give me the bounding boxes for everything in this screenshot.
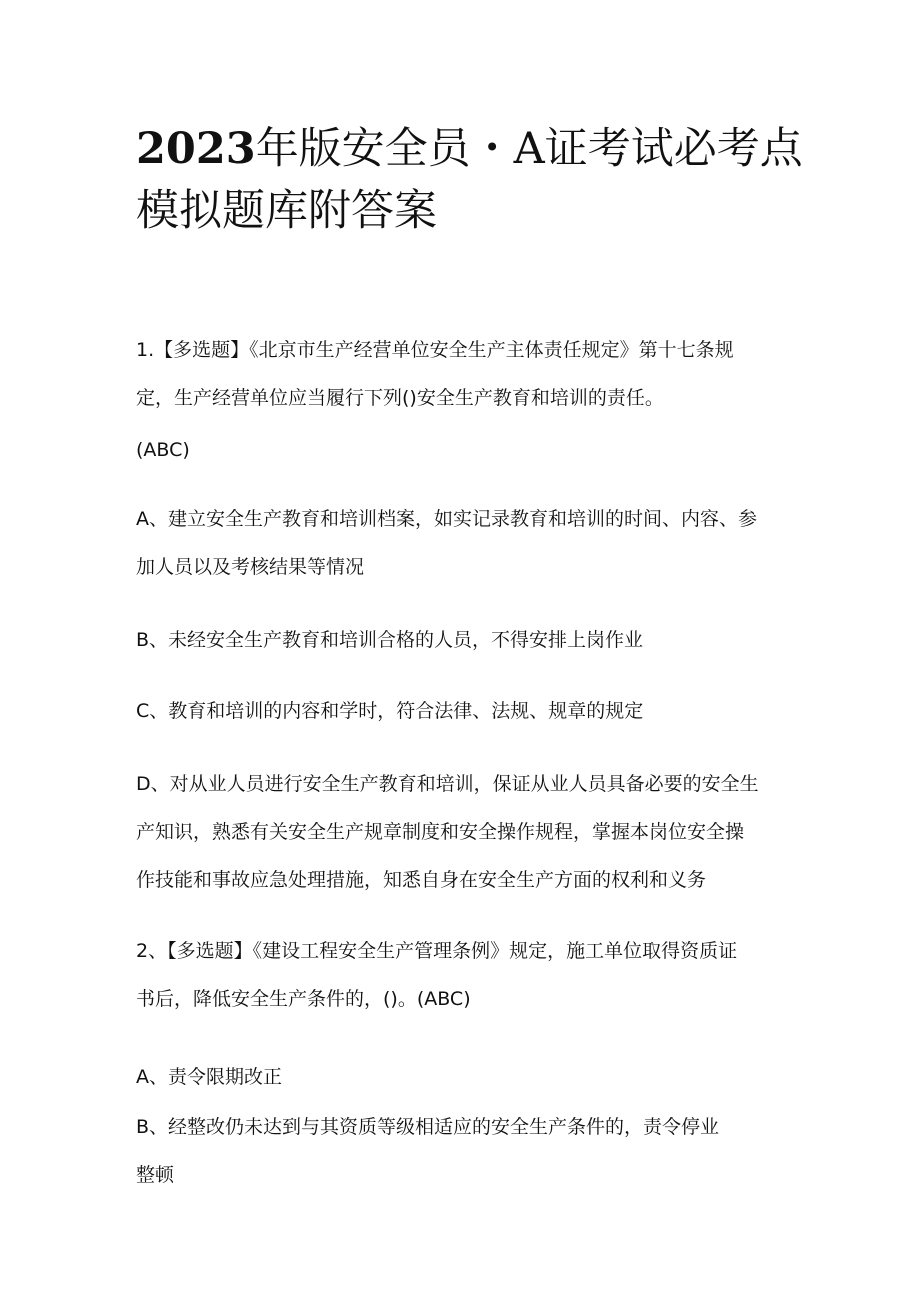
q2-option-b-line-2: 整顿 [136,1164,175,1186]
q1-option-c: C、教育和培训的内容和学时，符合法律、法规、规章的规定 [136,700,644,722]
q1-answer: (ABC) [136,439,190,461]
q2-stem-line-1: 2、【多选题】《建设工程安全生产管理条例》规定，施工单位取得资质证 [136,940,738,962]
q1-stem-line-2: 定，生产经营单位应当履行下列()安全生产教育和培训的责任。 [136,387,664,409]
title-line-2: 模拟题库附答案 [136,186,437,236]
q1-option-d-line-2: 产知识，熟悉有关安全生产规章制度和安全操作规程，掌握本岗位安全操 [136,821,745,843]
q1-option-d-line-3: 作技能和事故应急处理措施，知悉自身在安全生产方面的权利和义务 [136,869,707,891]
q1-stem-line-1: 1.【多选题】《北京市生产经营单位安全生产主体责任规定》第十七条规 [136,339,734,361]
document-title [136,118,816,242]
q1-option-d-line-1: D、对从业人员进行安全生产教育和培训，保证从业人员具备必要的安全生 [136,773,759,795]
q2-option-a: A、责令限期改正 [136,1066,282,1088]
q2-stem-line-2: 书后，降低安全生产条件的，()。(ABC) [136,988,471,1010]
title-line-1-text: 年版安全员・A证考试必考点 [255,124,803,174]
q1-option-b: B、未经安全生产教育和培训合格的人员，不得安排上岗作业 [136,629,644,651]
q1-option-a-line-2: 加人员以及考核结果等情况 [136,556,365,578]
q2-option-b-line-1: B、经整改仍未达到与其资质等级相适应的安全生产条件的，责令停业 [136,1116,720,1138]
title-line-1 [136,118,816,180]
q1-option-a-line-1: A、建立安全生产教育和培训档案，如实记录教育和培训的时间、内容、参 [136,508,757,530]
title-year: 2023 [136,124,256,174]
